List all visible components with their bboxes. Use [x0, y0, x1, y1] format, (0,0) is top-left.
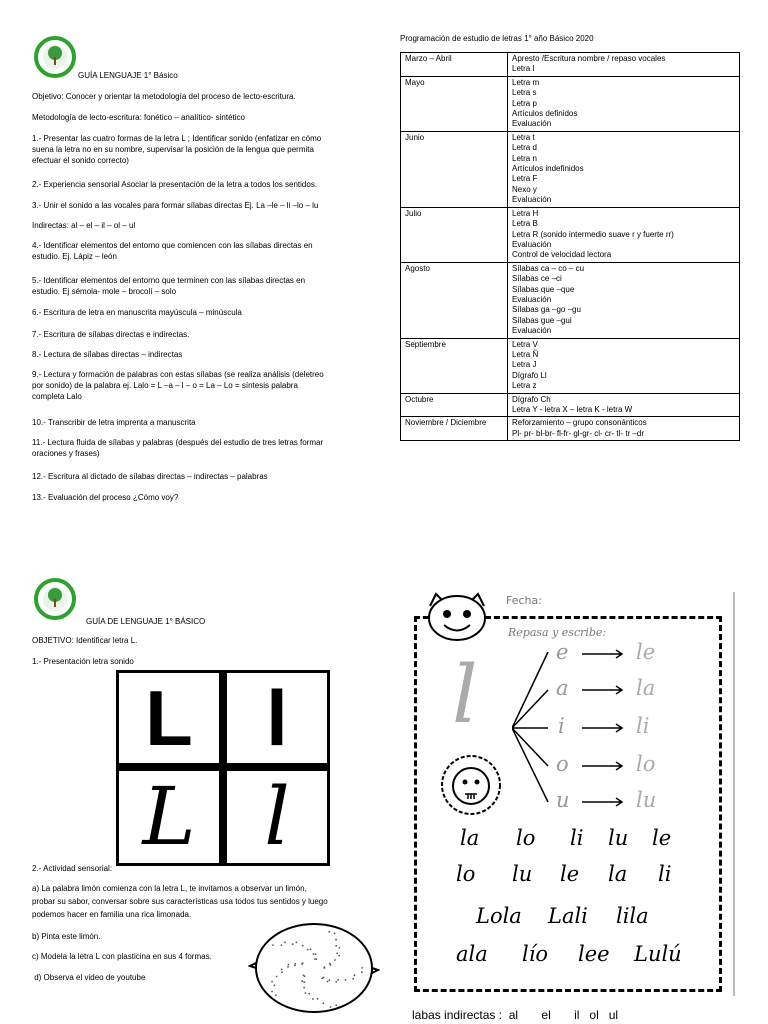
schedule-month: Junio [401, 131, 508, 207]
vowel: u [556, 788, 570, 812]
schedule-item: Letra R (sonido intermedio suave r y fuerte rr) [512, 229, 674, 239]
schedule-item: Letra d [512, 143, 537, 153]
date-label: Fecha: [506, 594, 542, 607]
schedule-items [508, 417, 740, 441]
indirect-syllables-caption: labas indirectas : al el il ol ul [412, 1008, 619, 1022]
guide-line: 3.- Unir el sonido a las vocales para formar sílabas directas Ej. La –le – li –lo – lu [32, 201, 319, 210]
guide-line: por sonido) de la palabra ej. Lalo = L –a – l – o = La – Lo = síntesis palabra [32, 381, 298, 390]
schedule-item: Evaluación [512, 195, 552, 205]
vowel: e [556, 640, 569, 664]
guide-line: 12.- Escritura al dictado de sílabas directas – indirectas – palabras [32, 472, 268, 481]
row1-word: li [570, 826, 584, 850]
schedule-item: Letra B [512, 219, 538, 229]
schedule-month: Septiembre [401, 338, 508, 393]
schedule-row [401, 76, 740, 131]
schedule-item: Letra V [512, 339, 538, 349]
schedule-item: Letra p [512, 98, 537, 108]
row2-word: lo [456, 862, 476, 886]
schedule-items [508, 393, 740, 417]
worksheet [400, 590, 740, 1000]
guide-line: 11.- Lectura fluida de sílabas y palabras (después del estudio de tres letras formar [32, 438, 324, 447]
traced-syllable: lu [636, 788, 657, 812]
school-logo [34, 36, 76, 78]
schedule-item: Artículos definidos [512, 109, 578, 119]
schedule-item: Evaluación [512, 294, 552, 304]
letter-lower-script: l [264, 770, 290, 863]
row1-word: lo [516, 826, 536, 850]
row4-word: Lulú [634, 942, 682, 966]
schedule-row [401, 207, 740, 262]
schedule-item: Letra n [512, 153, 537, 163]
row2-word: li [658, 862, 672, 886]
guide-line: oraciones y frases) [32, 449, 100, 458]
schedule-item: Letra Y - letra X – letra K - letra W [512, 405, 633, 414]
objective: OBJETIVO: Identificar letra L. [32, 636, 138, 645]
letter-card [116, 670, 330, 866]
schedule-item: Control de velocidad lectora [512, 250, 612, 260]
schedule-item: Sílabas que –que [512, 284, 575, 294]
activity-line: podemos hacer en familia una rica limonada. [32, 910, 192, 919]
schedule-month: Julio [401, 207, 508, 262]
schedule-table [400, 52, 740, 441]
schedule-title: Programación de estudio de letras 1° año Básico 2020 [400, 34, 594, 43]
guide-line: Objetivo: Conocer y orientar la metodología del proceso de lecto-escritura. [32, 92, 296, 101]
schedule-row [401, 417, 740, 441]
schedule-item: Evaluación [512, 119, 552, 129]
guide-line: completa Lalo [32, 392, 82, 401]
guide-line: 10.- Transcribir de letra imprenta a manuscrita [32, 418, 196, 427]
guide-line: 7.- Escritura de sílabas directas e indirectas. [32, 330, 190, 339]
schedule-item: Sílabas ga –go –gu [512, 305, 581, 315]
vowel: i [558, 714, 565, 738]
activity-line: a) La palabra limón comienza con la letra L, te invitamos a observar un limón, [32, 884, 307, 893]
guide-line: 5.- Identificar elementos del entorno que terminen con las sílabas directas en [32, 276, 306, 285]
row2-word: le [560, 862, 580, 886]
schedule-items [508, 76, 740, 131]
schedule-items [508, 131, 740, 207]
guide-line: 4.- Identificar elementos del entorno que comiencen con las sílabas directas en [32, 241, 313, 250]
schedule-row [401, 338, 740, 393]
row4-word: lío [522, 942, 549, 966]
schedule-item: Apresto /Escritura nombre / repaso vocales [512, 54, 666, 63]
row2-word: la [608, 862, 628, 886]
row3-word: Lali [548, 904, 588, 928]
guide-line: Indirectas: al – el – il – ol – ul [32, 221, 136, 230]
schedule-items [508, 207, 740, 262]
schedule-month: Mayo [401, 76, 508, 131]
schedule-month: Agosto [401, 262, 508, 338]
schedule-item: Sílabas ce –ci [512, 274, 562, 284]
row4-word: lee [578, 942, 610, 966]
traced-syllable: la [636, 676, 656, 700]
activity-c: c) Modela la letra L con plasticina en sus 4 formas. [32, 952, 212, 961]
guide-line: suena la letra no en su nombre, supervisar la posición de la lengua que permita [32, 145, 314, 154]
schedule-items [508, 338, 740, 393]
schedule-item: Dígrafo Ll [512, 370, 547, 380]
schedule-month: Noviembre / Diciembre [401, 417, 508, 441]
schedule-item: Sílabas ca – co – cu [512, 263, 585, 273]
traced-syllable: le [636, 640, 656, 664]
schedule-item: Letra F [512, 174, 538, 184]
schedule-item: Letra z [512, 381, 537, 391]
schedule-item: Nexo y [512, 184, 537, 194]
vowel: a [556, 676, 569, 700]
school-logo [34, 578, 76, 620]
row1-word: la [460, 826, 480, 850]
schedule-item: Letra m [512, 77, 540, 87]
traced-syllable: lo [636, 752, 656, 776]
schedule-item: Letra t [512, 132, 535, 142]
guide-line: estudio. Ej. Lápiz – león [32, 252, 117, 261]
step-1: 1.- Presentación letra sonido [32, 657, 134, 666]
row2-word: lu [512, 862, 533, 886]
row1-word: lu [608, 826, 629, 850]
schedule-month: Marzo – Abril [401, 53, 508, 77]
letter-upper-print: L [145, 674, 193, 762]
row4-word: ala [456, 942, 488, 966]
schedule-item: Evaluación [512, 326, 552, 336]
schedule-item: Letra l [512, 64, 535, 74]
schedule-item: Dígrafo Ch [512, 394, 551, 404]
guide-line: Metodología de lecto-escritura: fonético – analítico- sintético [32, 113, 246, 122]
guide-line: 6.- Escritura de letra en manuscrita mayúscula – minúscula [32, 308, 242, 317]
guide-line: 1.- Presentar las cuatro formas de la letra L ; Identificar sonido (enfatizar en cómo [32, 134, 322, 143]
schedule-row [401, 262, 740, 338]
guide-line: 9.- Lectura y formación de palabras con estas sílabas (se realiza análisis (deletreo [32, 370, 324, 379]
traced-syllable: li [636, 714, 650, 738]
letter-lower-print: l [266, 674, 288, 762]
cat-icon [422, 592, 492, 644]
vowel: o [556, 752, 569, 776]
schedule-items [508, 262, 740, 338]
schedule-row [401, 53, 740, 77]
lion-icon [440, 754, 502, 816]
row3-word: lila [616, 904, 649, 928]
schedule-item: Evaluación [512, 239, 552, 249]
schedule-item: Reforzamiento – grupo consonánticos [512, 418, 647, 428]
guide-line: estudio. Ej sémola- mole – brocolí – solo [32, 287, 177, 296]
schedule-item: Letra H [512, 208, 539, 218]
schedule-items [508, 53, 740, 77]
schedule-item: Pl- pr- bl-br- fl-fr- gl-gr- cl- cr- tl- tr –dr [512, 428, 644, 438]
guide2-title: GUÍA DE LENGUAJE 1° BÁSICO [86, 617, 206, 626]
schedule-item: Letra Ñ [512, 349, 539, 359]
letter-upper-script: L [142, 770, 196, 863]
schedule-row [401, 393, 740, 417]
guide-title: GUÍA LENGUAJE 1° Básico [78, 71, 178, 80]
row1-word: le [652, 826, 672, 850]
guide-line: 8.- Lectura de sílabas directas – indirectas [32, 350, 183, 359]
schedule-item: Letra J [512, 360, 537, 370]
schedule-month: Octubre [401, 393, 508, 417]
row3-word: Lola [476, 904, 522, 928]
schedule-item: Letra s [512, 88, 537, 98]
worksheet-instruction: Repasa y escribe: [508, 626, 607, 639]
activity-b: b) Pinta este limón. [32, 932, 101, 941]
big-script-l: l [452, 648, 478, 741]
lemon-drawing [248, 916, 380, 1016]
tree-icon [42, 44, 68, 70]
schedule-row [401, 131, 740, 207]
step-2: 2.- Actividad sensorial: [32, 864, 113, 873]
activity-line: probar su sabor, conversar sobre sus características usa todos tus sentidos y luego [32, 897, 328, 906]
guide-line: 13.- Evaluación del proceso ¿Cómo voy? [32, 493, 179, 502]
guide-line: 2.- Experiencia sensorial Asociar la presentación de la letra a todos los sentidos. [32, 180, 318, 189]
schedule-item: Sílabas gue –gui [512, 315, 572, 325]
activity-d: d) Observa el video de youtube [32, 973, 146, 982]
tree-icon [42, 586, 68, 612]
guide-line: efectuar el sonido correcto) [32, 156, 129, 165]
schedule-item: Artículos indefinidos [512, 164, 584, 174]
